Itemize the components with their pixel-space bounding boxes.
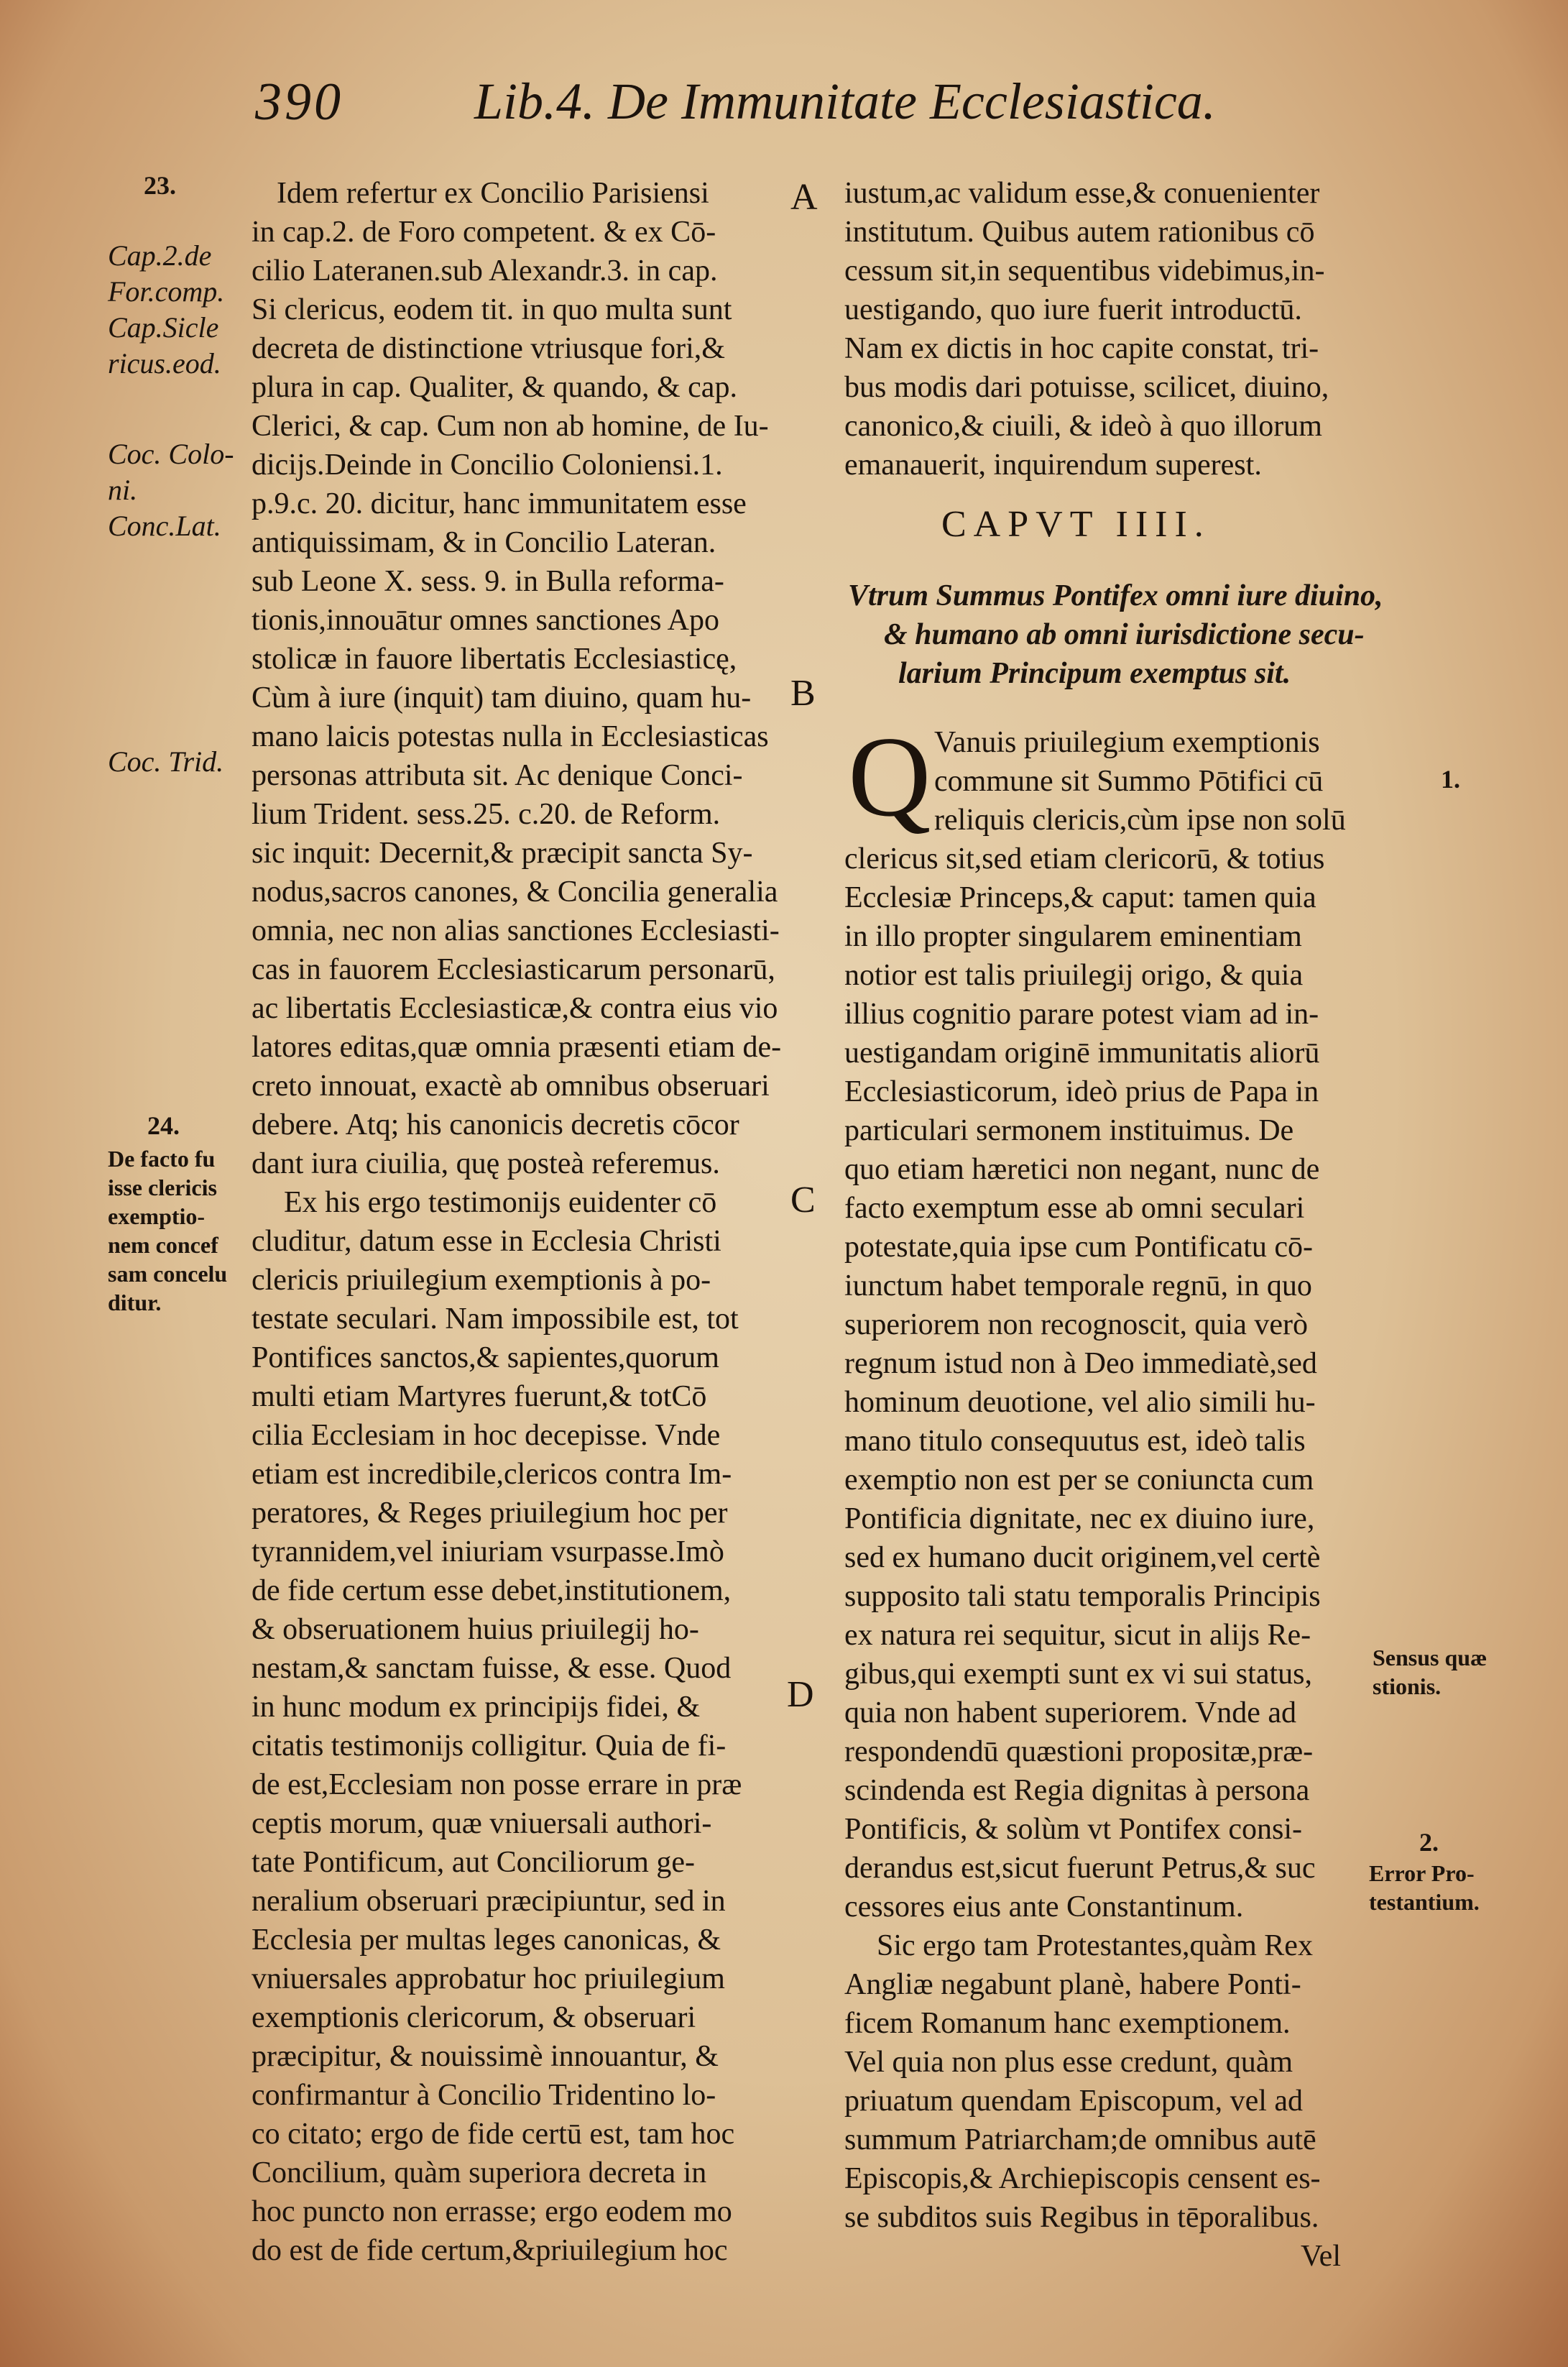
text-line: cas in fauorem Ecclesiasticarum personarū, <box>252 953 775 986</box>
margin-note: ricus.eod. <box>108 347 221 380</box>
text-line: uestigando, quo iure fuerit introductū. <box>844 293 1302 326</box>
text-line: uestigandam originē immunitatis aliorū <box>844 1037 1320 1070</box>
margin-note: exemptio- <box>108 1203 206 1229</box>
text-line: Ecclesiæ Princeps,& caput: tamen quia <box>844 881 1316 914</box>
text-line: dicijs.Deinde in Concilio Coloniensi.1. <box>252 449 723 482</box>
section-letter-c: C <box>790 1180 816 1221</box>
text-line: sic inquit: Decernit,& præcipit sancta Sy- <box>252 837 753 870</box>
text-line: Clerici, & cap. Cum non ab homine, de Iu- <box>252 410 769 443</box>
text-line: Ecclesia per multas leges canonicas, & <box>252 1924 721 1957</box>
text-line: confirmantur à Concilio Tridentino lo- <box>252 2079 716 2112</box>
text-line: illius cognitio parare potest viam ad in- <box>844 998 1319 1031</box>
text-line: Pontificis, & solùm vt Pontifex consi- <box>844 1813 1302 1846</box>
margin-note: Cap.2.de <box>108 239 212 272</box>
text-line: notior est talis priuilegij origo, & quia <box>844 959 1304 992</box>
margin-note: 23. <box>144 171 176 200</box>
catchword: Vel <box>1301 2240 1341 2273</box>
text-line: stolicæ in fauore libertatis Ecclesiasticę, <box>252 643 737 676</box>
text-line: hominum deuotione, vel alio simili hu- <box>844 1386 1316 1419</box>
text-line: Ecclesiasticorum, ideò prius de Papa in <box>844 1075 1319 1108</box>
chapter-title-line: Vtrum Summus Pontifex omni iure diuino, <box>848 579 1383 612</box>
margin-note: Coc. Trid. <box>108 745 224 778</box>
text-line: in illo propter singularem eminentiam <box>844 920 1302 953</box>
text-line: exemptio non est per se coniuncta cum <box>844 1463 1314 1497</box>
text-line: do est de fide certum,&priuilegium hoc <box>252 2234 728 2267</box>
text-line: citatis testimonijs colligitur. Quia de fi- <box>252 1729 727 1762</box>
margin-note: For.comp. <box>108 275 225 308</box>
text-line: se subditos suis Regibus in tēporalibus. <box>844 2201 1319 2234</box>
text-line: antiquissimam, & in Concilio Lateran. <box>252 526 716 559</box>
text-line: tionis,innouātur omnes sanctiones Apo <box>252 604 719 637</box>
text-line: summum Patriarcham;de omnibus autē <box>844 2123 1316 2156</box>
text-line: Ex his ergo testimonijs euidenter cō <box>284 1186 717 1219</box>
text-line: bus modis dari potuisse, scilicet, diuino, <box>844 371 1329 404</box>
text-line: p.9.c. 20. dicitur, hanc immunitatem esse <box>252 487 747 520</box>
text-line: emanauerit, inquirendum superest. <box>844 449 1262 482</box>
drop-cap: Q <box>848 712 931 840</box>
text-line: multi etiam Martyres fuerunt,& totCō <box>252 1380 707 1413</box>
text-line: sed ex humano ducit originem,vel certè <box>844 1541 1321 1574</box>
text-line: etiam est incredibile,clericos contra Im- <box>252 1458 732 1491</box>
margin-note: 2. <box>1419 1828 1439 1857</box>
text-line: nodus,sacros canones, & Concilia generalia <box>252 875 778 909</box>
text-line: clericis priuilegium exemptionis à po- <box>252 1264 711 1297</box>
text-line: Pontifices sanctos,& sapientes,quorum <box>252 1341 719 1374</box>
text-line: tyrannidem,vel iniuriam vsurpasse.Imò <box>252 1535 724 1568</box>
text-line: personas attributa sit. Ac denique Conci- <box>252 759 743 792</box>
chapter-title-line: larium Principum exemptus sit. <box>898 657 1291 690</box>
section-letter-d: D <box>787 1674 814 1715</box>
running-head: Lib.4. De Immunitate Ecclesiastica. <box>474 73 1216 130</box>
text-line: superiorem non recognoscit, quia verò <box>844 1308 1308 1341</box>
text-line: cessum sit,in sequentibus videbimus,in- <box>844 254 1325 288</box>
section-letter-b: B <box>790 673 816 714</box>
text-line: plura in cap. Qualiter, & quando, & cap. <box>252 371 737 404</box>
text-line: regnum istud non à Deo immediatè,sed <box>844 1347 1317 1380</box>
text-line: facto exemptum esse ab omni seculari <box>844 1192 1305 1225</box>
text-line: quo etiam hæretici non negant, nunc de <box>844 1153 1320 1186</box>
margin-note: Sensus quæ <box>1373 1645 1488 1670</box>
margin-note: isse clericis <box>108 1175 217 1200</box>
text-line: Concilium, quàm superiora decreta in <box>252 2156 707 2189</box>
text-line: omnia, nec non alias sanctiones Ecclesiasti- <box>252 914 780 947</box>
text-line: scindenda est Regia dignitas à persona <box>844 1774 1310 1807</box>
text-line: ficem Romanum hanc exemptionem. <box>844 2007 1291 2040</box>
text-line: decreta de distinctione vtriusque fori,& <box>252 332 725 365</box>
page-header <box>0 72 1568 151</box>
margin-note: stionis. <box>1373 1673 1442 1699</box>
text-line: priuatum quendam Episcopum, vel ad <box>844 2085 1304 2118</box>
text-line: supposito tali statu temporalis Principis <box>844 1580 1321 1613</box>
text-line: & obseruationem huius priuilegij ho- <box>252 1613 699 1646</box>
text-line: debere. Atq; his canonicis decretis cōcor <box>252 1108 739 1141</box>
text-line: Cùm à iure (inquit) tam diuino, quam hu- <box>252 681 752 714</box>
text-line: præcipitur, & nouissimè innouantur, & <box>252 2040 719 2073</box>
text-line: Angliæ negabunt planè, habere Ponti- <box>844 1968 1301 2001</box>
margin-note: 1. <box>1441 765 1460 794</box>
text-line: testate seculari. Nam impossibile est, tot <box>252 1302 739 1336</box>
text-line: institutum. Quibus autem rationibus cō <box>844 216 1315 249</box>
margin-note: Conc.Lat. <box>108 510 221 542</box>
text-line: potestate,quia ipse cum Pontificatu cō- <box>844 1231 1313 1264</box>
text-line: creto innouat, exactè ab omnibus obseruari <box>252 1070 770 1103</box>
text-line: hoc puncto non errasse; ergo eodem mo <box>252 2195 732 2228</box>
text-line: ex natura rei sequitur, sicut in alijs Re- <box>844 1619 1311 1652</box>
text-line: mano laicis potestas nulla in Ecclesiasticas <box>252 720 769 753</box>
text-line: Episcopis,& Archiepiscopis censent es- <box>844 2162 1321 2195</box>
text-line: in cap.2. de Foro competent. & ex Cō- <box>252 216 716 249</box>
text-line: particulari sermonem instituimus. De <box>844 1114 1294 1147</box>
margin-note: De facto fu <box>108 1146 216 1172</box>
text-line: cluditur, datum esse in Ecclesia Christi <box>252 1225 721 1258</box>
text-line: tate Pontificum, aut Conciliorum ge- <box>252 1846 696 1879</box>
margin-note: Cap.Sicle <box>108 311 219 344</box>
text-line: gibus,qui exempti sunt ex vi sui status, <box>844 1658 1312 1691</box>
text-line: latores editas,quæ omnia præsenti etiam de- <box>252 1031 782 1064</box>
text-line: exemptionis clericorum, & obseruari <box>252 2001 696 2034</box>
margin-note: ditur. <box>108 1290 162 1315</box>
text-line: derandus est,sicut fuerunt Petrus,& suc <box>844 1852 1316 1885</box>
page-number: 390 <box>255 73 343 132</box>
section-letter-a: A <box>790 177 818 218</box>
margin-note: testantium. <box>1369 1889 1480 1915</box>
text-line: de fide certum esse debet,institutionem, <box>252 1574 732 1607</box>
text-line: peratores, & Reges priuilegium hoc per <box>252 1497 728 1530</box>
text-line: Sic ergo tam Protestantes,quàm Rex <box>877 1929 1313 1962</box>
text-line: canonico,& ciuili, & ideò à quo illorum <box>844 410 1322 443</box>
text-line: Nam ex dictis in hoc capite constat, tri- <box>844 332 1319 365</box>
text-line: cilia Ecclesiam in hoc decepisse. Vnde <box>252 1419 721 1452</box>
margin-note: 24. <box>147 1111 180 1140</box>
text-line: Idem refertur ex Concilio Parisiensi <box>277 177 709 210</box>
text-line: neralium obseruari præcipiuntur, sed in <box>252 1885 726 1918</box>
text-line: Vanuis priuilegium exemptionis <box>934 726 1320 759</box>
text-line: quia non habent superiorem. Vnde ad <box>844 1696 1297 1729</box>
text-line: Vel quia non plus esse credunt, quàm <box>844 2046 1293 2079</box>
text-line: commune sit Summo Pōtifici cū <box>934 765 1324 798</box>
text-line: reliquis clericis,cùm ipse non solū <box>934 804 1346 837</box>
text-line: sub Leone X. sess. 9. in Bulla reforma- <box>252 565 724 598</box>
text-line: dant iura ciuilia, quę posteà referemus. <box>252 1147 720 1180</box>
text-line: vniuersales approbatur hoc priuilegium <box>252 1962 725 1995</box>
text-line: nestam,& sanctam fuisse, & esse. Quod <box>252 1652 732 1685</box>
text-line: cilio Lateranen.sub Alexandr.3. in cap. <box>252 254 718 288</box>
margin-note: ni. <box>108 474 138 506</box>
text-line: ceptis morum, quæ vniuersali authori- <box>252 1807 712 1840</box>
text-line: iustum,ac validum esse,& conuenienter <box>844 177 1320 210</box>
text-line: Pontificia dignitate, nec ex diuino iure, <box>844 1502 1315 1535</box>
text-line: Si clericus, eodem tit. in quo multa sunt <box>252 293 732 326</box>
margin-note: sam concelu <box>108 1261 228 1287</box>
text-line: cessores eius ante Constantinum. <box>844 1890 1244 1924</box>
text-line: ac libertatis Ecclesiasticæ,& contra eius vio <box>252 992 778 1025</box>
text-line: iunctum habet temporale regnū, in quo <box>844 1269 1312 1302</box>
margin-note: nem concef <box>108 1232 218 1258</box>
text-line: mano titulo consequutus est, ideò talis <box>844 1425 1306 1458</box>
text-line: co citato; ergo de fide certū est, tam hoc <box>252 2118 735 2151</box>
text-line: clericus sit,sed etiam clericorū, & totius <box>844 842 1325 875</box>
text-line: in hunc modum ex principijs fidei, & <box>252 1691 701 1724</box>
text-line: respondendū quæstioni propositæ,præ- <box>844 1735 1314 1768</box>
text-line: lium Trident. sess.25. c.20. de Reform. <box>252 798 721 831</box>
margin-note: Coc. Colo- <box>108 438 234 470</box>
chapter-title-line: & humano ab omni iurisdictione secu- <box>884 618 1365 651</box>
margin-note: Error Pro- <box>1369 1860 1475 1886</box>
chapter-heading: CAPVT IIII. <box>941 504 1211 545</box>
text-line: de est,Ecclesiam non posse errare in præ <box>252 1768 742 1801</box>
